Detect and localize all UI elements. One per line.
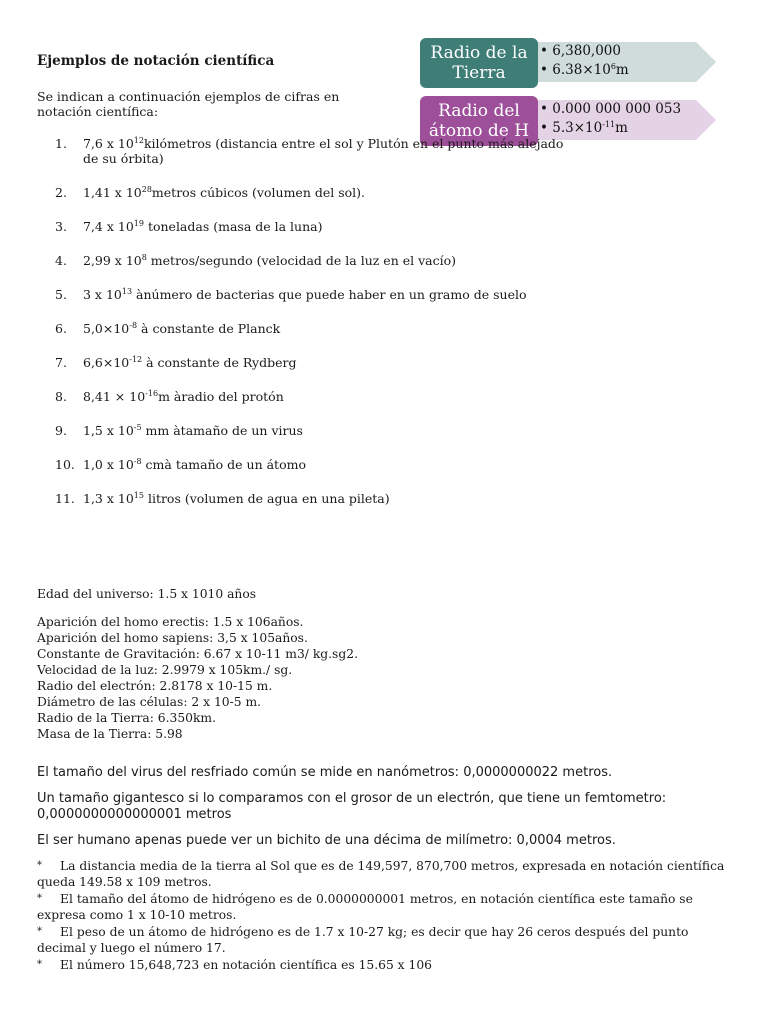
bullet-item: * El número 15,648,723 en notación científica es 15.65 x 106 xyxy=(37,958,432,972)
list-item: 10. 1,0 x $10^{-8}$ cmà tamaño de un átomo xyxy=(55,457,306,472)
list-item: 5. 3 x $10^{13}$ ànúmero de bacterias que puede haber en un gramo de suelo xyxy=(55,287,527,302)
bullet-list xyxy=(37,858,727,974)
list-item: 6. $5,0\times 10^{-8}$ à constante de Planck xyxy=(55,321,281,336)
fact-line: Aparición del homo erectis: 1.5 x 106años. xyxy=(37,615,304,629)
fact-line: Radio de la Tierra: 6.350km. xyxy=(37,711,216,725)
fact-line: Constante de Gravitación: 6.67 x 10-11 m3/ kg.sg2. xyxy=(37,647,358,661)
asterisk-icon: * xyxy=(37,959,42,970)
examples-list xyxy=(55,136,575,525)
bullet-item: * La distancia media de la tierra al Sol que es de 149,597, 870,700 metros, expresada en notación científica queda 149.58 x 109 metros. xyxy=(37,859,725,889)
earth-radius-values xyxy=(540,42,629,80)
radius-diagram xyxy=(418,36,718,152)
facts-list xyxy=(37,614,358,742)
earth-radius-scientific: • $6.38\times 10^6m$ xyxy=(540,62,629,78)
atom-radius-label: Radio del átomo de H xyxy=(420,96,538,146)
universe-age: Edad del universo: 1.5 x 1010 años xyxy=(37,587,257,601)
list-item: 9. 1,5 x $10^{-5}$ mm àtamaño de un virus xyxy=(55,423,303,438)
fact-line: Radio del electrón: 2.8178 x 10-15 m. xyxy=(37,679,273,693)
list-item: 2. 1,41 x $10^{28}metros$ cúbicos (volumen del sol). xyxy=(55,185,365,200)
list-item: 11. 1,3 x $10^{15}$ litros (volumen de agua en una pileta) xyxy=(55,491,390,506)
asterisk-icon: * xyxy=(37,926,42,937)
paragraph: El tamaño del virus del resfriado común se mide en nanómetros: 0,0000000022 metros. xyxy=(37,765,613,780)
asterisk-icon: * xyxy=(37,860,42,871)
bullet-item: * El tamaño del átomo de hidrógeno es de 0.0000000001 metros, en notación científica este tamaño se expresa como 1 x 10-10 metros. xyxy=(37,892,693,922)
atom-radius-values xyxy=(540,100,681,138)
list-item: 8. $8,41 \times 10^{-16}m$ àradio del protón xyxy=(55,389,284,404)
bullet-item: * El peso de un átomo de hidrógeno es de 1.7 x 10-27 kg; es decir que hay 26 ceros después del punto decimal y luego el número 17. xyxy=(37,925,689,955)
paragraph: El ser humano apenas puede ver un bichito de una décima de milímetro: 0,0004 metros. xyxy=(37,833,616,848)
list-item: 1. 7,6 x $10^{12}kilómetros$ (distancia entre el sol y Plutón en el punto más alejado de su órbita) xyxy=(55,136,564,166)
fact-line: Diámetro de las células: 2 x 10-5 m. xyxy=(37,695,262,709)
earth-radius-row xyxy=(418,36,718,88)
earth-radius-label: Radio de la Tierra xyxy=(420,38,538,88)
fact-line: Velocidad de la luz: 2.9979 x 105km./ sg. xyxy=(37,663,293,677)
list-item: 7. $6,6\times 10^{-12}$ à constante de Rydberg xyxy=(55,355,297,370)
atom-radius-scientific: • $5.3\times 10^{-11}m$ xyxy=(540,120,628,136)
fact-line: Aparición del homo sapiens: 3,5 x 105años. xyxy=(37,631,308,645)
fact-line: Masa de la Tierra: 5.98 xyxy=(37,727,183,741)
list-item: 3. 7,4 x $10^{19}$ toneladas (masa de la luna) xyxy=(55,219,323,234)
atom-radius-value: • 0.000 000 000 053 xyxy=(540,101,682,117)
intro-text: Se indican a continuación ejemplos de cifras en notación científica: xyxy=(37,89,340,119)
paragraph: Un tamaño gigantesco si lo comparamos con el grosor de un electrón, que tiene un femtometro: 0,0000000000000001 metros xyxy=(37,791,667,822)
asterisk-icon: * xyxy=(37,893,42,904)
list-item: 4. 2,99 x $10^8$ metros/segundo (velocidad de la luz en el vacío) xyxy=(55,253,457,268)
earth-radius-value: • 6,380,000 xyxy=(540,43,621,59)
page-title: Ejemplos de notación científica xyxy=(37,53,275,69)
